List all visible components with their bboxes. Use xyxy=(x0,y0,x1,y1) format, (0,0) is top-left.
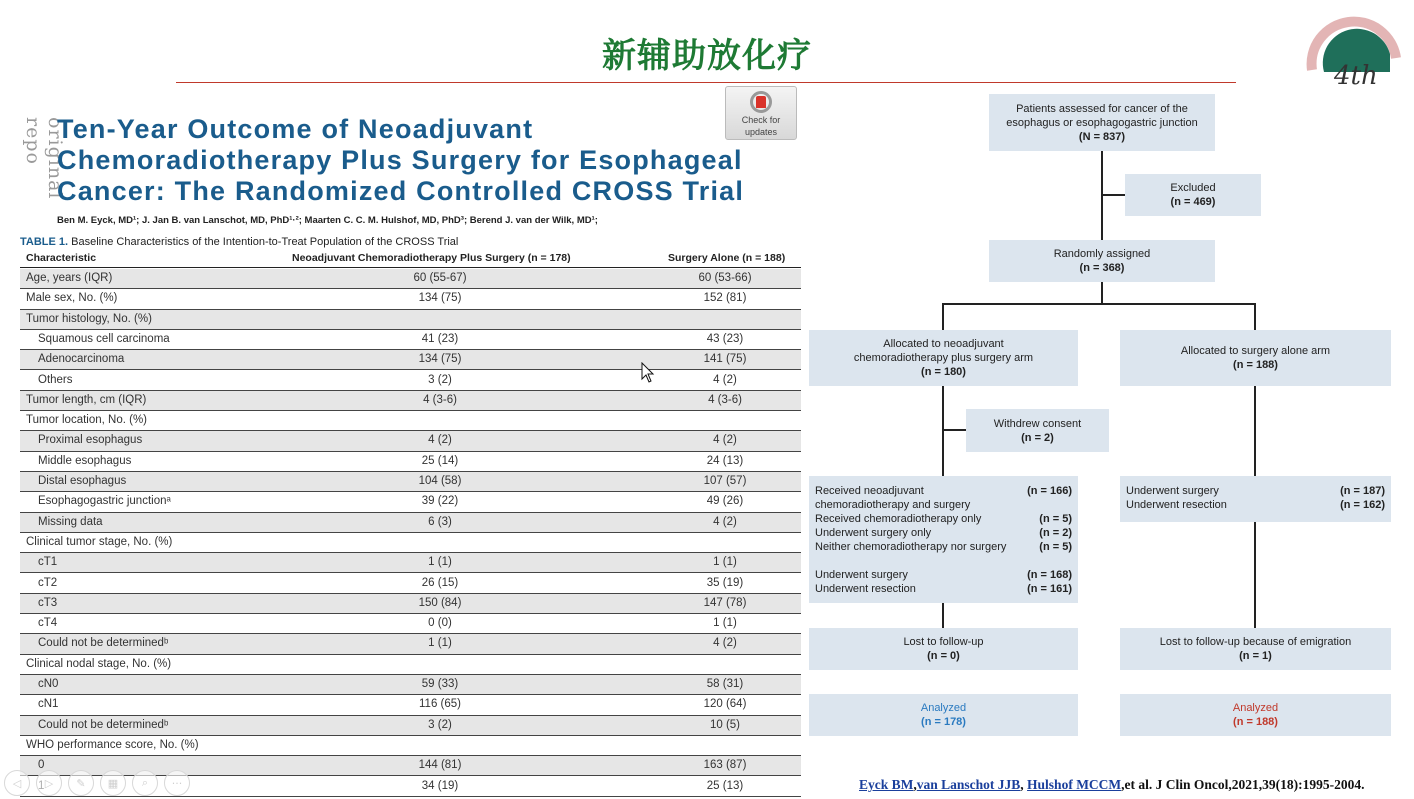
cell-surgery-alone: 1 (1) xyxy=(713,556,737,569)
cell-characteristic: Age, years (IQR) xyxy=(26,272,113,284)
cell-characteristic: Middle esophagus xyxy=(38,454,132,467)
box-arm-surgery xyxy=(1120,330,1391,386)
box-count: (n = 188) xyxy=(1233,359,1278,371)
pen-icon[interactable]: ✎ xyxy=(68,770,94,796)
zoom-icon[interactable]: ⌕ xyxy=(132,770,158,796)
box-text: Patients assessed for cancer of the xyxy=(1016,102,1188,115)
box-withdrew xyxy=(966,409,1109,452)
flow-list-text: Received chemoradiotherapy only xyxy=(815,513,982,525)
table-row xyxy=(20,675,801,695)
cell-surgery-alone: 10 (5) xyxy=(709,718,741,731)
cell-characteristic: Could not be determinedᵇ xyxy=(38,718,169,731)
cell-neoadjuvant: 134 (75) xyxy=(418,353,462,366)
flow-list-text: Underwent resection xyxy=(815,583,916,595)
table-row xyxy=(20,289,801,309)
cell-neoadjuvant: 1 (1) xyxy=(428,556,452,569)
cell-characteristic: Squamous cell carcinoma xyxy=(38,332,170,345)
cell-characteristic: Tumor length, cm (IQR) xyxy=(26,393,147,406)
box-analyzed-neoadjuvant xyxy=(809,694,1078,736)
table-row xyxy=(20,472,801,492)
next-icon[interactable]: ▷ xyxy=(36,770,62,796)
box-count: (n = 178) xyxy=(921,716,966,728)
cell-surgery-alone: 152 (81) xyxy=(703,292,747,305)
flow-line xyxy=(1254,385,1256,477)
citation-author-link[interactable]: Eyck BM xyxy=(859,777,914,792)
cell-surgery-alone: 4 (3-6) xyxy=(708,393,742,406)
table-row xyxy=(20,411,801,431)
table-caption-text: Baseline Characteristics of the Intention-to-Treat Population of the CROSS Trial xyxy=(71,236,459,248)
flow-list-count: (n = 5) xyxy=(1039,513,1072,525)
cell-characteristic: cN1 xyxy=(38,698,59,711)
hospital-logo xyxy=(1298,14,1406,92)
cell-neoadjuvant: 4 (2) xyxy=(428,434,452,447)
cell-neoadjuvant: 34 (19) xyxy=(421,779,459,792)
cell-surgery-alone: 60 (53-66) xyxy=(698,272,752,284)
box-randomized xyxy=(989,240,1215,282)
flow-list-text: Underwent surgery xyxy=(815,569,908,581)
cell-surgery-alone: 120 (64) xyxy=(703,698,747,711)
cell-surgery-alone: 107 (57) xyxy=(703,475,747,487)
cell-characteristic: cT1 xyxy=(38,556,58,569)
table-row xyxy=(20,553,801,573)
prev-icon[interactable]: ◁ xyxy=(4,770,30,796)
cell-surgery-alone: 35 (19) xyxy=(706,576,744,589)
cell-surgery-alone: 43 (23) xyxy=(706,332,744,345)
slides-icon[interactable]: ▦ xyxy=(100,770,126,796)
box-count: (n = 0) xyxy=(927,650,960,662)
box-text: Randomly assigned xyxy=(1053,248,1151,260)
cell-characteristic: WHO performance score, No. (%) xyxy=(26,738,199,751)
flow-list-row xyxy=(815,484,1072,498)
citation-author-link[interactable]: van Lanschot JJB xyxy=(916,777,1021,792)
flow-list-count: (n = 162) xyxy=(1340,499,1385,511)
cell-characteristic: Proximal esophagus xyxy=(38,434,143,447)
paper-title xyxy=(57,114,757,207)
cell-surgery-alone: 24 (13) xyxy=(706,454,744,467)
table-row xyxy=(20,350,801,370)
table-row xyxy=(20,695,801,715)
cell-characteristic: Tumor histology, No. (%) xyxy=(26,312,152,325)
cell-characteristic: Adenocarcinoma xyxy=(38,353,125,366)
flow-list-row xyxy=(815,526,1072,540)
flow-line xyxy=(942,602,944,628)
cell-characteristic: Others xyxy=(38,373,73,386)
cell-surgery-alone: 4 (2) xyxy=(713,373,737,386)
side-note: original repo xyxy=(22,117,66,200)
flow-list-row xyxy=(815,582,1072,596)
header-neoadjuvant: Neoadjuvant Chemoradiotherapy Plus Surgery (n = 178) xyxy=(292,252,571,264)
cell-surgery-alone: 147 (78) xyxy=(703,596,747,609)
flow-list-text: chemoradiotherapy and surgery xyxy=(815,499,971,511)
flow-list-count: (n = 5) xyxy=(1039,541,1072,553)
cell-neoadjuvant: 41 (23) xyxy=(421,332,459,345)
cell-neoadjuvant: 144 (81) xyxy=(418,759,462,772)
flow-line xyxy=(1101,151,1103,241)
cell-neoadjuvant: 150 (84) xyxy=(418,596,462,609)
flow-line xyxy=(942,303,944,331)
paper-title-line: Chemoradiotherapy Plus Surgery for Esophageal xyxy=(57,145,743,175)
table-row xyxy=(20,492,801,512)
table-row xyxy=(20,614,801,634)
flow-line xyxy=(1254,303,1256,331)
cell-characteristic: Male sex, No. (%) xyxy=(26,292,118,305)
table-row xyxy=(20,513,801,533)
cell-characteristic: cT3 xyxy=(38,596,58,609)
box-text: Allocated to surgery alone arm xyxy=(1180,345,1331,357)
flow-list-count: (n = 161) xyxy=(1027,583,1072,595)
box-received-surgery xyxy=(1120,476,1391,522)
box-analyzed-surgery xyxy=(1120,694,1391,736)
cell-characteristic: Distal esophagus xyxy=(38,475,127,487)
table-row xyxy=(20,330,801,350)
cell-characteristic: Could not be determinedᵇ xyxy=(38,637,169,650)
cell-surgery-alone: 49 (26) xyxy=(706,495,744,508)
cell-neoadjuvant: 26 (15) xyxy=(421,576,459,589)
citation-author-link[interactable]: Hulshof MCCM xyxy=(1027,777,1122,792)
table-row xyxy=(20,655,801,675)
cell-characteristic: Esophagogastric junctionᵃ xyxy=(38,495,171,508)
cell-surgery-alone: 25 (13) xyxy=(706,779,744,792)
table-row xyxy=(20,736,801,756)
cell-characteristic: Missing data xyxy=(38,515,103,528)
box-text: Lost to follow-up xyxy=(903,636,984,648)
box-text: Excluded xyxy=(1170,182,1216,194)
cell-neoadjuvant: 4 (3-6) xyxy=(423,393,457,406)
table-row xyxy=(20,574,801,594)
paper-title-line: Ten-Year Outcome of Neoadjuvant xyxy=(57,114,534,144)
cell-neoadjuvant: 0 (0) xyxy=(428,617,452,630)
box-count: (n = 1) xyxy=(1239,650,1272,662)
cell-surgery-alone: 58 (31) xyxy=(706,678,744,690)
box-text: esophagus or esophagogastric junction xyxy=(1006,116,1198,129)
cell-surgery-alone: 4 (2) xyxy=(713,515,737,528)
flow-list-text: Underwent resection xyxy=(1126,499,1227,511)
cell-neoadjuvant: 116 (65) xyxy=(419,698,461,711)
flow-list-text: Underwent surgery only xyxy=(815,527,932,539)
citation: Eyck BM,van Lanschot JJB, Hulshof MCCM,et al. J Clin Oncol,2021,39(18):1995-2004. xyxy=(859,777,1365,792)
table-row xyxy=(20,594,801,614)
table-row xyxy=(20,431,801,451)
slide-title: 新辅助放化疗 xyxy=(602,36,812,76)
badge-line: updates xyxy=(744,127,778,137)
table-row xyxy=(20,452,801,472)
cell-neoadjuvant: 134 (75) xyxy=(418,292,462,305)
cell-surgery-alone: 163 (87) xyxy=(703,759,747,772)
box-assessed xyxy=(989,94,1215,151)
box-lost-surgery xyxy=(1120,628,1391,670)
cell-neoadjuvant: 59 (33) xyxy=(421,678,459,690)
cell-neoadjuvant: 3 (2) xyxy=(428,718,452,731)
box-text: Withdrew consent xyxy=(993,417,1082,430)
flow-line xyxy=(942,303,1256,305)
cell-characteristic: cT2 xyxy=(38,576,58,589)
presentation-toolbar xyxy=(4,770,190,796)
cell-neoadjuvant: 3 (2) xyxy=(428,373,452,386)
table-header xyxy=(20,250,801,268)
cell-characteristic: 0 xyxy=(38,759,45,772)
cell-neoadjuvant: 60 (55-67) xyxy=(413,272,467,284)
cell-characteristic: Tumor location, No. (%) xyxy=(26,414,147,427)
flow-list-row xyxy=(815,568,1072,582)
bookmark-icon xyxy=(750,91,772,113)
table-row xyxy=(20,391,801,411)
cell-neoadjuvant: 39 (22) xyxy=(421,495,459,508)
box-count: (n = 180) xyxy=(921,366,966,378)
box-count: (n = 368) xyxy=(1079,262,1125,274)
table-row xyxy=(20,310,801,330)
flow-list-row xyxy=(815,498,1072,512)
logo-text: 4th xyxy=(1334,61,1378,91)
cell-neoadjuvant: 104 (58) xyxy=(418,475,462,487)
paper-authors: Ben M. Eyck, MD¹; J. Jan B. van Lanschot, MD, PhD¹·²; Maarten C. C. M. Hulshof, MD, PhD³; Berend J. van der Wilk, MD¹; xyxy=(57,215,598,226)
cell-characteristic: Clinical tumor stage, No. (%) xyxy=(26,535,173,548)
box-count: (n = 188) xyxy=(1233,716,1278,728)
flow-line xyxy=(942,429,966,431)
citation-rest: ,et al. J Clin Oncol,2021,39(18):1995-2004. xyxy=(1121,777,1365,792)
cell-surgery-alone: 141 (75) xyxy=(703,353,747,366)
flow-list-text: Received neoadjuvant xyxy=(815,485,924,497)
box-count: (N = 837) xyxy=(1078,130,1126,143)
flow-list-text: Underwent surgery xyxy=(1126,485,1219,497)
box-text: Analyzed xyxy=(1232,702,1279,714)
flow-line xyxy=(1254,521,1256,628)
flow-list-row xyxy=(1126,498,1385,512)
flow-list-count: (n = 166) xyxy=(1027,485,1072,497)
cell-characteristic: cN0 xyxy=(38,678,59,690)
cell-characteristic: Clinical nodal stage, No. (%) xyxy=(26,657,172,670)
cell-surgery-alone: 4 (2) xyxy=(713,434,737,447)
flow-list-row xyxy=(1126,484,1385,498)
cell-surgery-alone: 4 (2) xyxy=(713,637,737,650)
mouse-cursor-icon xyxy=(641,362,655,384)
table-row xyxy=(20,533,801,553)
flow-list-row xyxy=(815,512,1072,526)
box-count: (n = 2) xyxy=(1021,431,1054,444)
table-row xyxy=(20,371,801,391)
box-text: Analyzed xyxy=(920,702,967,714)
cell-neoadjuvant: 25 (14) xyxy=(421,454,459,467)
flow-list-row xyxy=(815,554,1072,568)
flow-line xyxy=(1101,194,1126,196)
flow-list-row xyxy=(815,540,1072,554)
box-excluded xyxy=(1125,174,1261,216)
header-surgery-alone: Surgery Alone (n = 188) xyxy=(668,252,786,264)
cell-surgery-alone: 1 (1) xyxy=(713,617,737,630)
box-text: Allocated to neoadjuvant xyxy=(883,338,1004,350)
more-icon[interactable]: ··· xyxy=(164,770,190,796)
badge-line: Check for xyxy=(741,115,781,125)
flow-list-count: (n = 2) xyxy=(1039,527,1072,539)
paper-title-line: Cancer: The Randomized Controlled CROSS Trial xyxy=(57,176,745,206)
table-caption-label: TABLE 1. xyxy=(20,236,69,248)
box-count: (n = 469) xyxy=(1170,196,1216,208)
flow-line xyxy=(1101,282,1103,304)
cell-neoadjuvant: 6 (3) xyxy=(428,515,452,528)
flow-list-count: (n = 168) xyxy=(1027,569,1072,581)
box-text: chemoradiotherapy plus surgery arm xyxy=(853,352,1034,364)
check-for-updates-badge[interactable] xyxy=(725,86,797,140)
flow-list-count: (n = 187) xyxy=(1340,485,1385,497)
table-row xyxy=(20,716,801,736)
title-divider xyxy=(176,82,1236,83)
box-received-neoadjuvant xyxy=(809,476,1078,603)
table-caption xyxy=(20,236,458,248)
box-lost-neoadjuvant xyxy=(809,628,1078,670)
header-characteristic: Characteristic xyxy=(26,252,97,264)
cell-characteristic: cT4 xyxy=(38,617,58,630)
box-arm-neoadjuvant xyxy=(809,330,1078,386)
flow-line xyxy=(942,385,944,477)
box-text: Lost to follow-up because of emigration xyxy=(1159,636,1352,648)
table-row xyxy=(20,269,801,289)
flow-list-text: Neither chemoradiotherapy nor surgery xyxy=(815,541,1007,553)
table-row xyxy=(20,634,801,654)
cell-neoadjuvant: 1 (1) xyxy=(428,637,452,650)
